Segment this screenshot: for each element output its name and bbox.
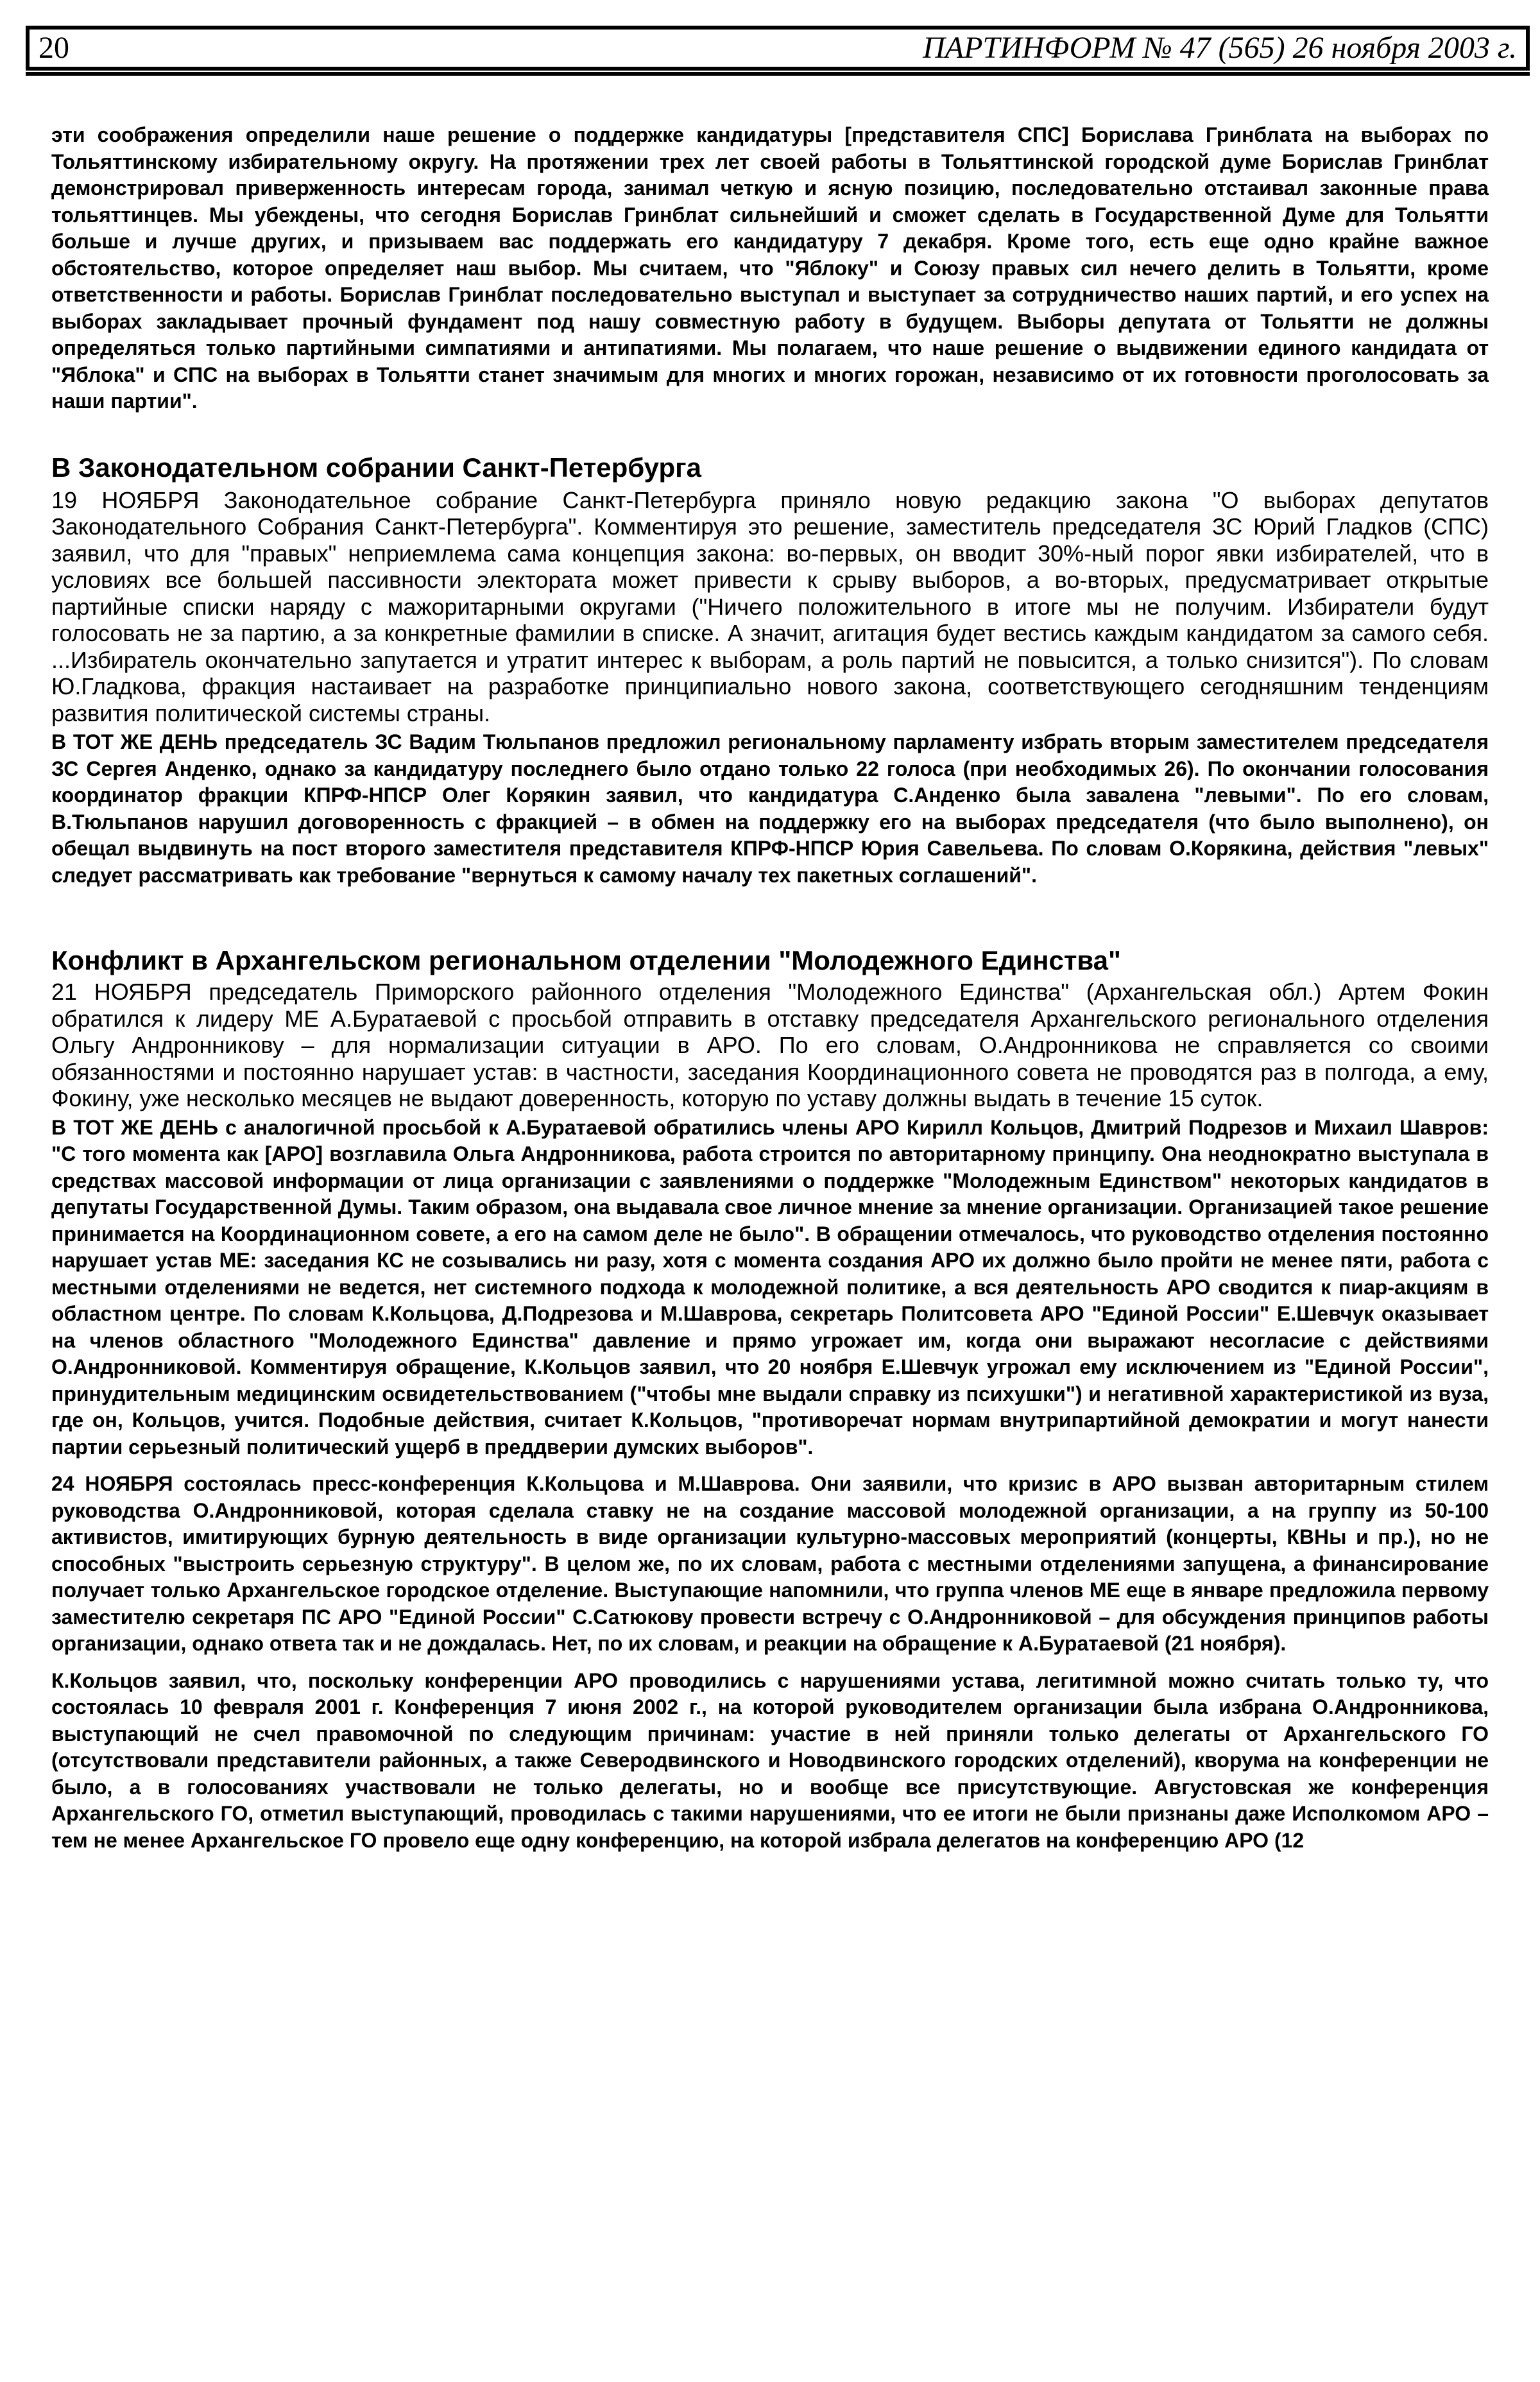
intro-paragraph: эти соображения определили наше решение о поддержке кандидатуры [представителя СПС] Борислава Гринблата на выборах по Тольяттинскому избирательному округу. На протяжении трех лет своей работы в Тольяттинской городской думе Борислав Гринблат демонстрировал приверженность интересам города, занимал четкую и ясную позицию, последовательно отстаивал законные права тольяттинцев. Мы убеждены, что сегодня Борислав Гринблат сильнейший и сможет сделать в Государственной Думе для Тольятти больше и лучше других, и призываем вас поддержать его кандидатуру 7 декабря. Кроме того, есть еще одно крайне важное обстоятельство, которое определяет наш выбор. Мы считаем, что "Яблоку" и Союзу правых сил нечего делить в Тольятти, кроме ответственности и работы. Борислав Гринблат последовательно выступал и выступает за сотрудничество наших партий, и его успех на выборах закладывает прочный фундамент под нашу совместную работу в будущем. Выборы депутата от Тольятти не должны определяться только партийными симпатиями и антипатиями. Мы полагаем, что наше решение о выдвижении единого кандидата от "Яблока" и СПС на выборах в Тольятти станет значимым для многих и многих горожан, независимо от их готовности проголосовать за наши партии". [51, 123, 1489, 413]
section-spb-paragraph-1: 19 НОЯБРЯ Законодательное собрание Санкт-Петербурга приняло новую редакцию закона "О выборах депутатов Законодательного Собрания Санкт-Петербурга". Комментируя это решение, заместитель председателя ЗС Юрий Гладков (СПС) заявил, что для "правых" неприемлема сама концепция закона: во-первых, он вводит 30%-ный порог явки избирателей, что в условиях все большей пассивности электората может привести к срыву выборов, а во-вторых, предусматривает открытые партийные списки наряду с мажоритарными округами ("Ничего положительного в итоге мы не получим. Избиратели будут голосовать не за партию, а за конкретные фамилии в списке. А значит, агитация будет вестись каждым кандидатом за самого себя. ...Избиратель окончательно запутается и утратит интерес к выборам, а роль партий не повысится, а только снизится"). По словам Ю.Гладкова, фракция настаивает на разработке принципиально нового закона, соответствующего сегодняшним тенденциям развития политической системы страны. [51, 486, 1489, 726]
section-title-spb: В Законодательном собрании Санкт-Петербурга [51, 452, 701, 483]
issue-info: ПАРТИНФОРМ № 47 (565) 26 ноября 2003 г. [923, 31, 1517, 65]
section-ark-paragraph-2: В ТОТ ЖЕ ДЕНЬ с аналогичной просьбой к А.Буратаевой обратились члены АРО Кирилл Кольцов, Дмитрий Подрезов и Михаил Шавров: "С того момента как [АРО] возглавила Ольга Андронникова, работа строится по авторитарному принципу. Она неоднократно выступала в средствах массовой информации от лица организации с заявлениями о поддержке "Молодежным Единством" некоторых кандидатов в депутаты Государственной Думы. Таким образом, она выдавала свое личное мнение за мнение организации. Организацией такое решение принимается на Координационном совете, а его на самом деле не было". В обращении отмечалось, что руководство отделения постоянно нарушает устав МЕ: заседания КС не созывались ни разу, хотя с момента создания АРО их должно было пройти не менее пяти, работа с местными отделениями не ведется, нет системного подхода к молодежной политике, а вся деятельность АРО сводится к пиар-акциям в областном центре. По словам К.Кольцова, Д.Подрезова и М.Шаврова, секретарь Политсовета АРО "Единой России" Е.Шевчук оказывает на членов областного "Молодежного Единства" давление и прямо угрожает им, когда они выражают несогласие с действиями О.Андронниковой. Комментируя обращение, К.Кольцов заявил, что 20 ноября Е.Шевчук угрожал ему исключением из "Единой России", принудительным медицинским освидетельствованием ("чтобы мне выдали справку из психушки") и негативной характеристикой из вуза, где он, Кольцов, учится. Подобные действия, считает К.Кольцов, "противоречат нормам внутрипартийной демократии и могут нанести партии серьезный политический ущерб в преддверии думских выборов". [51, 1115, 1489, 1459]
section-ark-paragraph-1: 21 НОЯБРЯ председатель Приморского районного отделения "Молодежного Единства" (Архангельская обл.) Артем Фокин обратился к лидеру МЕ А.Буратаевой с просьбой отправить в отставку председателя Архангельского регионального отделения Ольгу Андронникову – для нормализации ситуации в АРО. По его словам, О.Андронникова не справляется со своими обязанностями и постоянно нарушает устав: в частности, заседания Координационного совета не проводятся раз в полгода, а ему, Фокину, уже несколько месяцев не выдают доверенность, которую по уставу должны выдать в течение 15 суток. [51, 979, 1489, 1111]
section-ark-paragraph-4: К.Кольцов заявил, что, поскольку конференции АРО проводились с нарушениями устава, легитимной можно считать только ту, что состоялась 10 февраля 2001 г. Конференция 7 июня 2002 г., на которой руководителем организации была избрана О.Андронникова, выступающий не счел правомочной по следующим причинам: участие в ней приняли только делегаты от Архангельского ГО (отсутствовали представители районных, а также Северодвинского и Новодвинского городских отделений), кворума на конференции не было, а в голосованиях участвовали не только делегаты, но и вообще все присутствующие. Августовская же конференция Архангельского ГО, отметил выступающий, проводилась с такими нарушениями, что ее итоги не были признаны даже Исполкомом АРО – тем не менее Архангельское ГО провело еще одну конференцию, на которой избрала делегатов на конференцию АРО (12 [51, 1668, 1489, 1852]
section-title-arkhangelsk: Конфликт в Архангельском региональном отделении "Молодежного Единства" [51, 945, 1121, 975]
page-number: 20 [38, 31, 69, 65]
page-header [26, 26, 1530, 71]
article-body [51, 122, 1489, 1854]
section-spb-paragraph-2: В ТОТ ЖЕ ДЕНЬ председатель ЗС Вадим Тюльпанов предложил региональному парламенту избрать вторым заместителем председателя ЗС Сергея Анденко, однако за кандидатуру последнего было отдано только 22 голоса (при необходимых 26). По окончании голосования координатор фракции КПРФ-НПСР Олег Корякин заявил, что кандидатура С.Анденко была завалена "левыми". По его словам, В.Тюльпанов нарушил договоренность с фракцией – в обмен на поддержку его на выборах председателя (что было выполнено), он обещал выдвинуть на пост второго заместителя представителя КПРФ-НПСР Юрия Савельева. По словам О.Корякина, действия "левых" следует рассматривать как требование "вернуться к самому началу тех пакетных соглашений". [51, 730, 1489, 887]
section-ark-paragraph-3: 24 НОЯБРЯ состоялась пресс-конференция К.Кольцова и М.Шаврова. Они заявили, что кризис в АРО вызван авторитарным стилем руководства О.Андронниковой, которая сделала ставку не на создание массовой молодежной организации, а на группу из 50-100 активистов, имитирующих бурную деятельность в виде организации культурно-массовых мероприятий (концерты, КВНы и пр.), но не способных "выстроить серьезную структуру". В целом же, по их словам, работа с местными отделениями запущена, а финансирование получает только Архангельское городское отделение. Выступающие напомнили, что группа членов МЕ еще в январе предложила первому заместителю секретаря ПС АРО "Единой России" С.Сатюкову провести встречу с О.Андронниковой – для обсуждения принципов работы организации, однако ответа так и не дождалась. Нет, по их словам, и реакции на обращение к А.Буратаевой (21 ноября). [51, 1472, 1489, 1655]
